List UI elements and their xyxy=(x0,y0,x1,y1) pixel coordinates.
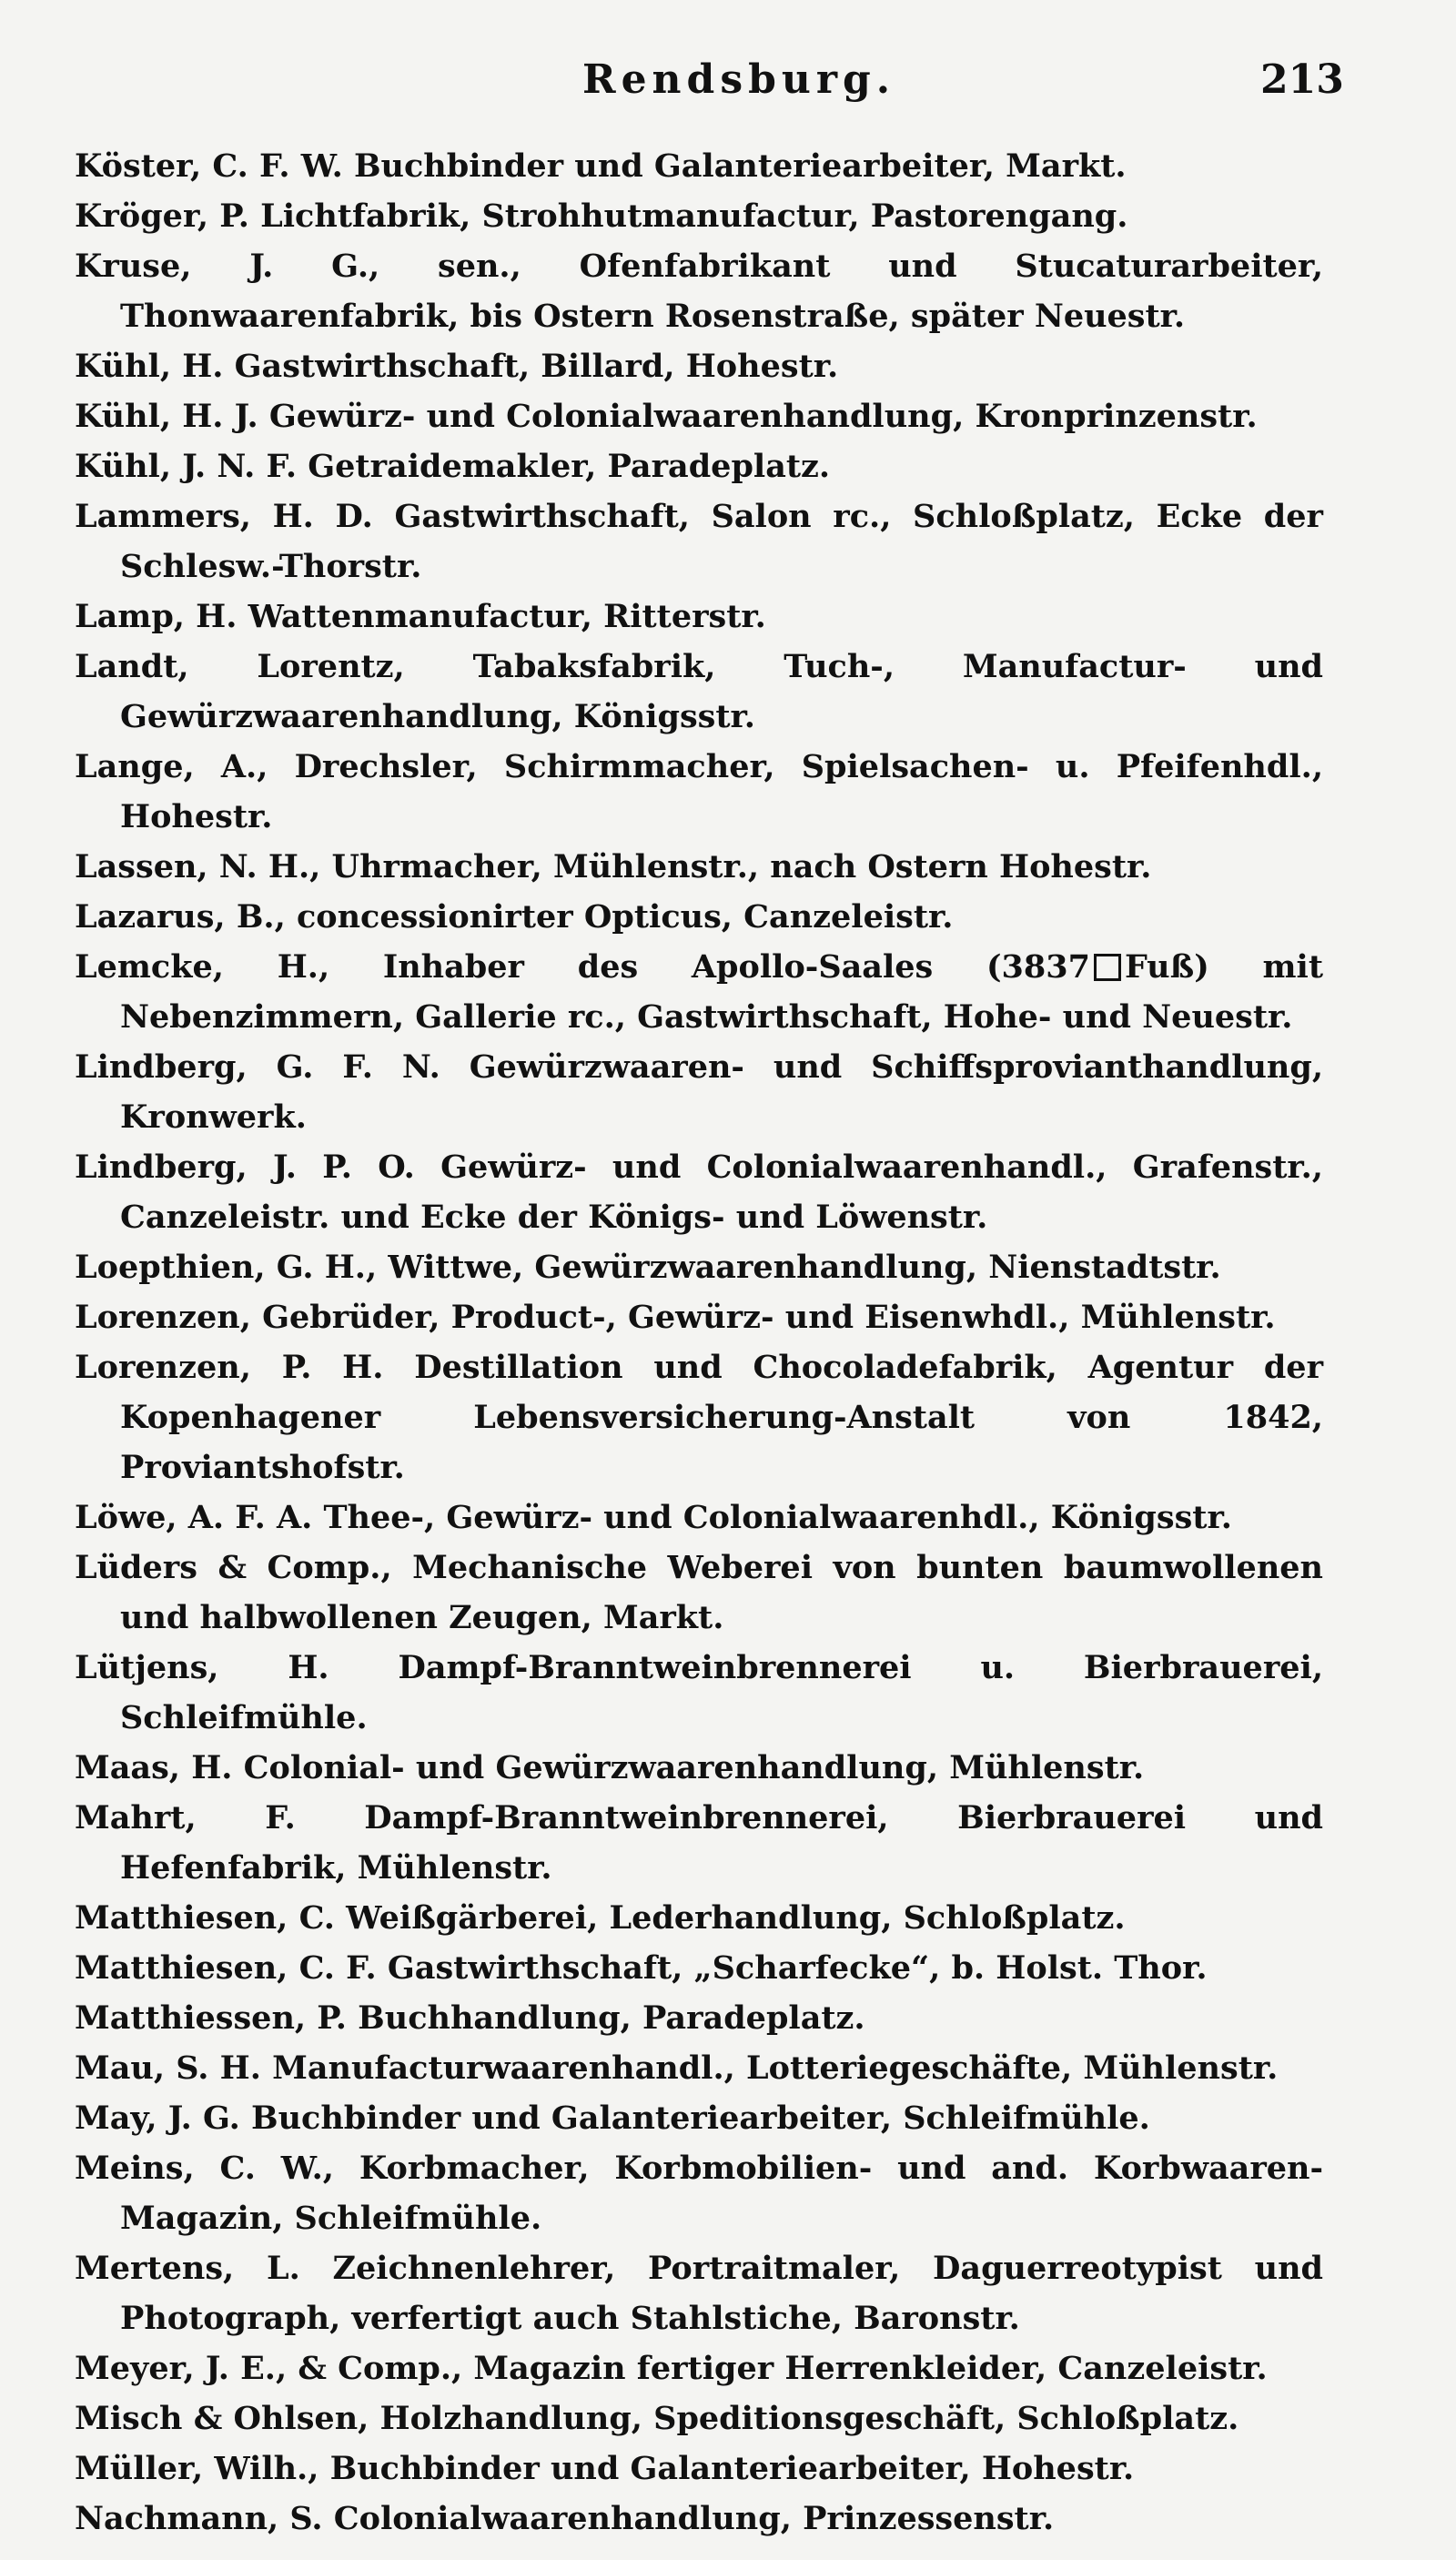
entry-text: J. G. Buchbinder und Galanteriearbeiter, Schleifmühle. xyxy=(167,2100,1150,2137)
entry-text: P. Lichtfabrik, Strohhutmanufactur, Pastorengang. xyxy=(219,197,1128,235)
directory-entry xyxy=(75,441,1323,491)
entry-text: J. E., & Comp., Magazin fertiger Herrenkleider, Canzeleistr. xyxy=(205,2350,1268,2387)
entry-text: B., concessionirter Opticus, Canzeleistr. xyxy=(236,898,954,936)
directory-entry xyxy=(75,2444,1323,2494)
entry-text: & Comp., Mechanische Weberei von bunten baumwollenen und halbwollenen Zeugen, Markt. xyxy=(120,1549,1323,1636)
entry-name: Müller, xyxy=(75,2450,204,2487)
directory-entry xyxy=(75,2393,1323,2444)
entry-name: Kühl, xyxy=(75,398,172,435)
entry-name: Lassen, xyxy=(75,848,208,885)
square-symbol-icon xyxy=(1094,954,1121,981)
directory-entry xyxy=(75,1893,1323,1943)
entry-name: Lorenzen, xyxy=(75,1299,251,1336)
entry-text: S. Colonialwaarenhandlung, Prinzessenstr. xyxy=(289,2500,1055,2537)
entry-name: Misch xyxy=(75,2400,183,2437)
entry-text-after-square: Fuß) mit Nebenzimmern, Gallerie rc., Gastwirthschaft, Hohe- und Neuestr. xyxy=(120,948,1324,1036)
entry-name: Kröger, xyxy=(75,197,209,235)
directory-entry xyxy=(75,191,1323,241)
directory-entry xyxy=(75,892,1323,942)
entry-text: A., Drechsler, Schirmmacher, Spielsachen- u. Pfeifenhdl., Hohestr. xyxy=(120,748,1323,835)
entry-text: J. N. F. Getraidemakler, Paradeplatz. xyxy=(182,448,831,485)
directory-entry xyxy=(75,642,1323,742)
entry-text: F. Dampf-Branntweinbrennerei, Bierbrauerei und Hefenfabrik, Mühlenstr. xyxy=(120,1799,1323,1887)
directory-entry xyxy=(75,1543,1323,1643)
entry-name: Kühl, xyxy=(75,348,172,385)
entry-name: Lamp, xyxy=(75,598,185,635)
entry-name: Mahrt, xyxy=(75,1799,197,1837)
directory-entry xyxy=(75,1643,1323,1743)
entry-text: G. H., Wittwe, Gewürzwaarenhandlung, Nienstadtstr. xyxy=(276,1249,1221,1286)
entry-name: Kruse, xyxy=(75,248,192,285)
entry-text: C. F. Gastwirthschaft, „Scharfecke“, b. Holst. Thor. xyxy=(298,1949,1208,1987)
entry-text: H. Gastwirthschaft, Billard, Hohestr. xyxy=(182,348,839,385)
directory-entry xyxy=(75,1492,1323,1543)
directory-entry xyxy=(75,391,1323,441)
entry-name: Matthiessen, xyxy=(75,1999,307,2037)
page-header xyxy=(0,56,1456,111)
entry-name: Löwe, xyxy=(75,1499,177,1536)
page-number: 213 xyxy=(1260,56,1344,103)
directory-entry xyxy=(75,592,1323,642)
entry-name: Maas, xyxy=(75,1749,180,1786)
directory-entry xyxy=(75,2143,1323,2243)
entry-text: G. F. N. Gewürzwaaren- und Schiffsprovianthandlung, Kronwerk. xyxy=(120,1048,1324,1136)
entry-text: N. H., Uhrmacher, Mühlenstr., nach Ostern Hohestr. xyxy=(218,848,1152,885)
directory-entry xyxy=(75,141,1323,191)
directory-entry xyxy=(75,1793,1323,1893)
directory-entry xyxy=(75,491,1323,592)
directory-entry xyxy=(75,2093,1323,2143)
entry-name: Lammers, xyxy=(75,498,251,535)
directory-entry xyxy=(75,1943,1323,1993)
entry-text: Lorentz, Tabaksfabrik, Tuch-, Manufactur- und Gewürzwaarenhandlung, Königsstr. xyxy=(120,648,1323,735)
directory-entry xyxy=(75,1743,1323,1793)
entry-text: H. J. Gewürz- und Colonialwaarenhandlung, Kronprinzenstr. xyxy=(182,398,1258,435)
directory-entry xyxy=(75,1993,1323,2043)
entry-name: Köster, xyxy=(75,147,202,185)
entry-text: Gebrüder, Product-, Gewürz- und Eisenwhdl., Mühlenstr. xyxy=(262,1299,1276,1336)
directory-entry xyxy=(75,2043,1323,2093)
entry-name: Loepthien, xyxy=(75,1249,266,1286)
entry-name: Lange, xyxy=(75,748,195,785)
entry-text: & Ohlsen, Holzhandlung, Speditionsgeschäft, Schloßplatz. xyxy=(193,2400,1239,2437)
entry-name: Landt, xyxy=(75,648,189,685)
directory-entry xyxy=(75,842,1323,892)
entry-text: H. Dampf-Branntweinbrennerei u. Bierbrauerei, Schleifmühle. xyxy=(120,1649,1324,1736)
entry-text: P. Buchhandlung, Paradeplatz. xyxy=(317,1999,865,2037)
entry-name: Lemcke, xyxy=(75,948,224,986)
entry-text: H. D. Gastwirthschaft, Salon rc., Schloßplatz, Ecke der Schlesw.-Thorstr. xyxy=(120,498,1323,585)
entry-name: Lüders xyxy=(75,1549,197,1586)
entry-name: Matthiesen, xyxy=(75,1899,288,1937)
running-head-title: Rendsburg. xyxy=(582,56,896,103)
entry-text: A. F. A. Thee-, Gewürz- und Colonialwaarenhdl., Königsstr. xyxy=(187,1499,1232,1536)
entry-text: P. H. Destillation und Chocoladefabrik, Agentur der Kopenhagener Lebensversicherung-Anstalt von 1842, Proviantshofstr. xyxy=(120,1349,1324,1486)
entry-name: Matthiesen, xyxy=(75,1949,288,1987)
entry-name: May, xyxy=(75,2100,157,2137)
entry-name: Lütjens, xyxy=(75,1649,219,1686)
directory-entries xyxy=(75,141,1323,2544)
entry-text: C. Weißgärberei, Lederhandlung, Schloßplatz. xyxy=(298,1899,1126,1937)
entry-text: C. F. W. Buchbinder und Galanteriearbeiter, Markt. xyxy=(212,147,1127,185)
directory-entry xyxy=(75,2243,1323,2343)
directory-entry xyxy=(75,1292,1323,1342)
directory-entry xyxy=(75,1342,1323,1492)
entry-text: S. H. Manufacturwaarenhandl., Lotteriegeschäfte, Mühlenstr. xyxy=(176,2049,1279,2087)
entry-name: Lindberg, xyxy=(75,1048,248,1086)
entry-text: C. W., Korbmacher, Korbmobilien- und and. Korbwaaren-Magazin, Schleifmühle. xyxy=(120,2150,1323,2237)
entry-name: Lorenzen, xyxy=(75,1349,251,1386)
entry-name: Lindberg, xyxy=(75,1148,248,1186)
directory-entry xyxy=(75,2494,1323,2544)
entry-name: Mertens, xyxy=(75,2250,235,2287)
entry-text: Wilh., Buchbinder und Galanteriearbeiter, Hohestr. xyxy=(214,2450,1135,2487)
entry-text: J. P. O. Gewürz- und Colonialwaarenhandl., Grafenstr., Canzeleistr. und Ecke der Königs- und Löwenstr. xyxy=(120,1148,1323,1236)
directory-entry xyxy=(75,742,1323,842)
entry-name: Meins, xyxy=(75,2150,195,2187)
entry-name: Meyer, xyxy=(75,2350,195,2387)
directory-entry xyxy=(75,241,1323,341)
entry-text: L. Zeichnenlehrer, Portraitmaler, Daguerreotypist und Photograph, verfertigt auch Stahlstiche, Baronstr. xyxy=(120,2250,1323,2337)
directory-entry xyxy=(75,1042,1323,1142)
entry-text-before-square: H., Inhaber des Apollo-Saales (3837 xyxy=(277,948,1090,986)
directory-entry xyxy=(75,341,1323,391)
directory-entry xyxy=(75,1242,1323,1292)
directory-entry xyxy=(75,942,1323,1042)
entry-name: Nachmann, xyxy=(75,2500,279,2537)
directory-entry xyxy=(75,2343,1323,2393)
entry-name: Mau, xyxy=(75,2049,166,2087)
entry-text: H. Colonial- und Gewürzwaarenhandlung, Mühlenstr. xyxy=(191,1749,1145,1786)
directory-entry xyxy=(75,1142,1323,1242)
entry-name: Lazarus, xyxy=(75,898,226,936)
entry-name: Kühl, xyxy=(75,448,172,485)
entry-text: H. Wattenmanufactur, Ritterstr. xyxy=(196,598,766,635)
entry-text: J. G., sen., Ofenfabrikant und Stucaturarbeiter, Thonwaarenfabrik, bis Ostern Rosenstraße, später Neuestr. xyxy=(120,248,1324,335)
